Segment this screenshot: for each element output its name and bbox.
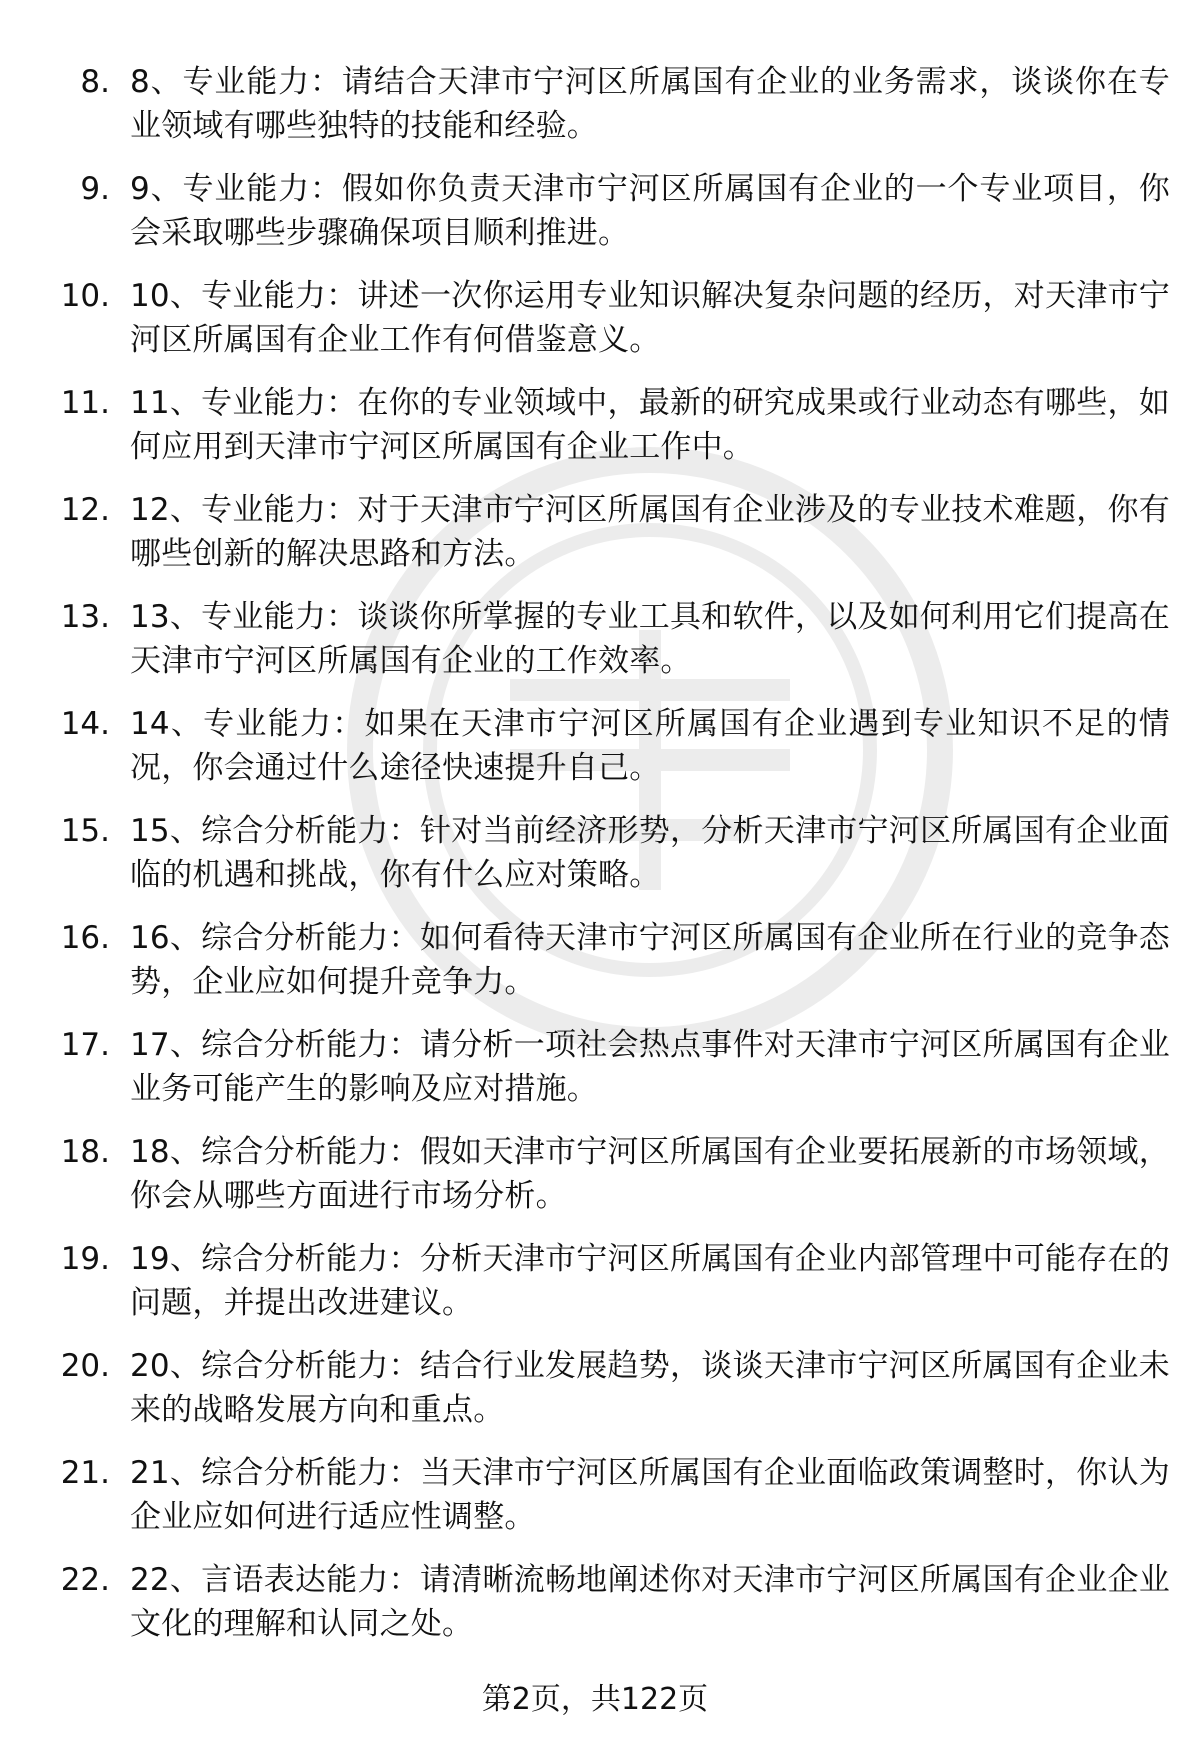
item-number: 11.	[60, 385, 110, 421]
list-item	[0, 1443, 1190, 1550]
item-number: 8.	[80, 64, 110, 100]
question-text: 14、专业能力：如果在天津市宁河区所属国有企业遇到专业知识不足的情况，你会通过什么途径快速提升自己。	[130, 706, 1170, 786]
question-text: 12、专业能力：对于天津市宁河区所属国有企业涉及的专业技术难题，你有哪些创新的解决思路和方法。	[130, 492, 1170, 572]
item-number: 18.	[60, 1134, 110, 1170]
list-item	[0, 1229, 1190, 1336]
list-item	[0, 1122, 1190, 1229]
item-number: 12.	[60, 492, 110, 528]
question-text: 16、综合分析能力：如何看待天津市宁河区所属国有企业所在行业的竞争态势，企业应如何提升竞争力。	[130, 920, 1170, 1000]
list-item	[0, 1550, 1190, 1657]
item-number: 20.	[60, 1348, 110, 1384]
question-text: 21、综合分析能力：当天津市宁河区所属国有企业面临政策调整时，你认为企业应如何进行适应性调整。	[130, 1455, 1170, 1535]
list-item	[0, 266, 1190, 373]
question-text: 22、言语表达能力：请清晰流畅地阐述你对天津市宁河区所属国有企业企业文化的理解和认同之处。	[130, 1562, 1170, 1642]
item-number: 9.	[80, 171, 110, 207]
item-number: 13.	[60, 599, 110, 635]
question-list	[0, 52, 1190, 1657]
page-number-footer: 第2页，共122页	[481, 1682, 709, 1717]
item-number: 21.	[60, 1455, 110, 1491]
list-item	[0, 373, 1190, 480]
question-text: 10、专业能力：讲述一次你运用专业知识解决复杂问题的经历，对天津市宁河区所属国有企业工作有何借鉴意义。	[130, 278, 1170, 358]
list-item	[0, 1336, 1190, 1443]
question-text: 13、专业能力：谈谈你所掌握的专业工具和软件，以及如何利用它们提高在天津市宁河区所属国有企业的工作效率。	[130, 599, 1170, 679]
question-text: 18、综合分析能力：假如天津市宁河区所属国有企业要拓展新的市场领域，你会从哪些方面进行市场分析。	[130, 1134, 1170, 1214]
list-item	[0, 480, 1190, 587]
list-item	[0, 587, 1190, 694]
item-number: 14.	[60, 706, 110, 742]
list-item	[0, 908, 1190, 1015]
question-text: 9、专业能力：假如你负责天津市宁河区所属国有企业的一个专业项目，你会采取哪些步骤确保项目顺利推进。	[130, 171, 1170, 251]
question-text: 11、专业能力：在你的专业领域中，最新的研究成果或行业动态有哪些，如何应用到天津市宁河区所属国有企业工作中。	[130, 385, 1170, 465]
list-item	[0, 801, 1190, 908]
item-number: 10.	[60, 278, 110, 314]
list-item	[0, 52, 1190, 159]
item-number: 15.	[60, 813, 110, 849]
list-item	[0, 694, 1190, 801]
question-text: 15、综合分析能力：针对当前经济形势，分析天津市宁河区所属国有企业面临的机遇和挑战，你有什么应对策略。	[130, 813, 1170, 893]
item-number: 16.	[60, 920, 110, 956]
list-item	[0, 1015, 1190, 1122]
item-number: 19.	[60, 1241, 110, 1277]
question-text: 19、综合分析能力：分析天津市宁河区所属国有企业内部管理中可能存在的问题，并提出改进建议。	[130, 1241, 1170, 1321]
question-text: 8、专业能力：请结合天津市宁河区所属国有企业的业务需求，谈谈你在专业领域有哪些独特的技能和经验。	[130, 64, 1170, 144]
item-number: 17.	[60, 1027, 110, 1063]
question-text: 17、综合分析能力：请分析一项社会热点事件对天津市宁河区所属国有企业业务可能产生的影响及应对措施。	[130, 1027, 1170, 1107]
list-item	[0, 159, 1190, 266]
item-number: 22.	[60, 1562, 110, 1598]
question-text: 20、综合分析能力：结合行业发展趋势，谈谈天津市宁河区所属国有企业未来的战略发展方向和重点。	[130, 1348, 1170, 1428]
